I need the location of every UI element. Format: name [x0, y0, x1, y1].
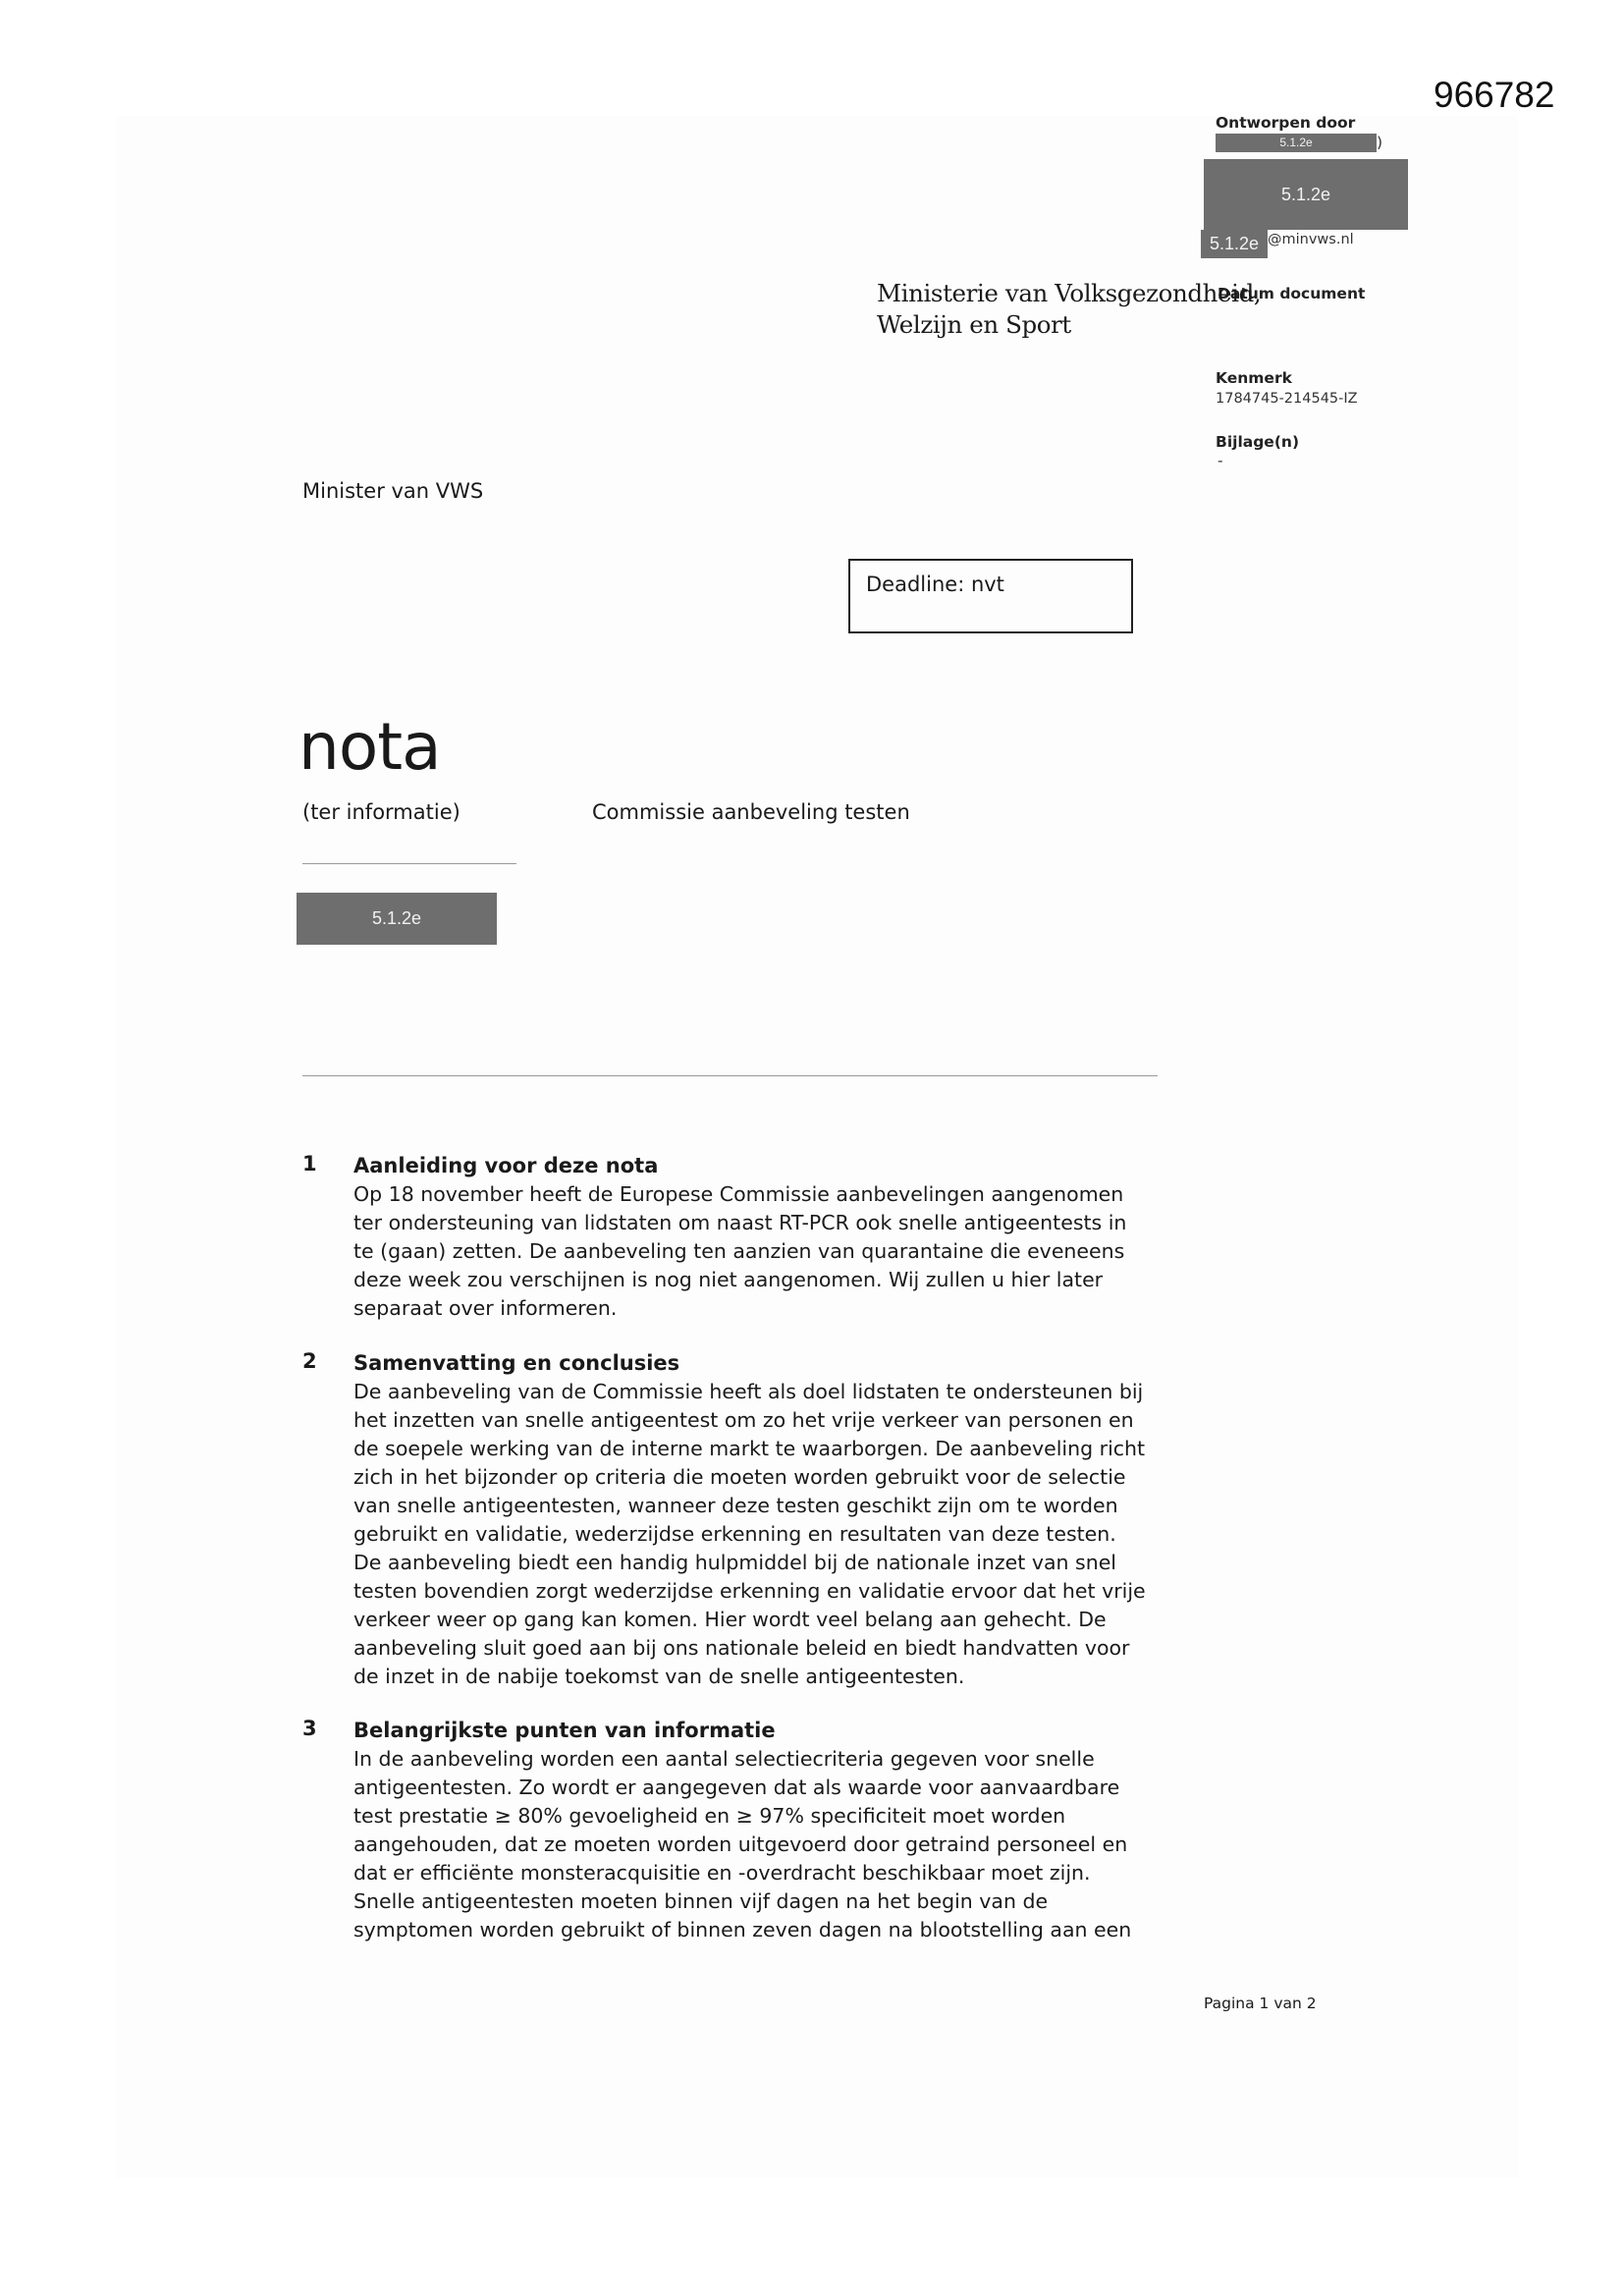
section-number: 1 — [302, 1152, 317, 1175]
section-heading: Belangrijkste punten van informatie — [353, 1719, 776, 1742]
body-line: zich in het bijzonder op criteria die moeten worden gebruikt voor de selectie — [353, 1465, 1126, 1489]
page-number-footer: Pagina 1 van 2 — [1204, 1995, 1317, 2012]
section-heading: Aanleiding voor deze nota — [353, 1154, 659, 1177]
body-line: het inzetten van snelle antigeentest om zo het vrije verkeer van personen en — [353, 1408, 1134, 1432]
deadline-box — [848, 559, 1133, 633]
section-number: 2 — [302, 1349, 317, 1373]
divider-short — [302, 863, 516, 864]
body-line: In de aanbeveling worden een aantal selectiecriteria gegeven voor snelle — [353, 1747, 1095, 1771]
addressee: Minister van VWS — [302, 479, 484, 503]
body-line: separaat over informeren. — [353, 1296, 618, 1320]
email-domain: @minvws.nl — [1268, 232, 1354, 247]
ministry-logo — [877, 278, 1262, 341]
body-line: De aanbeveling van de Commissie heeft als doel lidstaten te ondersteunen bij — [353, 1380, 1144, 1403]
body-line: aangehouden, dat ze moeten worden uitgevoerd door getraind personeel en — [353, 1832, 1128, 1856]
body-line: antigeentesten. Zo wordt er aangegeven dat als waarde voor aanvaardbare — [353, 1776, 1120, 1799]
body-line: test prestatie ≥ 80% gevoeligheid en ≥ 97% specificiteit moet worden — [353, 1804, 1066, 1828]
document-number: 966782 — [1434, 75, 1555, 115]
author-redaction: 5.1.2e — [297, 893, 497, 945]
body-line: de soepele werking van de interne markt te waarborgen. De aanbeveling richt — [353, 1437, 1146, 1460]
contact-redaction: 5.1.2e — [1204, 159, 1408, 230]
section-heading: Samenvatting en conclusies — [353, 1351, 680, 1375]
subject: Commissie aanbeveling testen — [592, 800, 910, 824]
body-line: testen bovendien zorgt wederzijdse erkenning en validatie ervoor dat het vrije — [353, 1579, 1146, 1603]
attachments-label: Bijlage(n) — [1216, 433, 1300, 451]
body-line: van snelle antigeentesten, wanneer deze testen geschikt zijn om te worden — [353, 1494, 1118, 1517]
deadline-text: Deadline: nvt — [866, 573, 1004, 596]
designer-redaction: 5.1.2e — [1216, 134, 1377, 152]
reference-value: 1784745-214545-IZ — [1216, 391, 1358, 407]
email-redaction: 5.1.2e — [1201, 230, 1268, 258]
body-line: gebruikt en validatie, wederzijdse erkenning en resultaten van deze testen. — [353, 1522, 1116, 1546]
body-line: Op 18 november heeft de Europese Commissie aanbevelingen aangenomen — [353, 1182, 1124, 1206]
divider-long — [302, 1075, 1158, 1076]
document-title: nota — [298, 709, 441, 785]
date-label: Datum document — [1218, 285, 1366, 302]
body-line: ter ondersteuning van lidstaten om naast RT-PCR ook snelle antigeentests in — [353, 1211, 1127, 1234]
body-line: dat er efficiënte monsteracquisitie en -overdracht beschikbaar moet zijn. — [353, 1861, 1091, 1885]
body-line: Snelle antigeentesten moeten binnen vijf dagen na het begin van de — [353, 1889, 1049, 1913]
reference-label: Kenmerk — [1216, 369, 1292, 387]
section-number: 3 — [302, 1717, 317, 1740]
note-type: (ter informatie) — [302, 800, 460, 824]
body-line: te (gaan) zetten. De aanbeveling ten aanzien van quarantaine die eveneens — [353, 1239, 1125, 1263]
body-line: symptomen worden gebruikt of binnen zeven dagen na blootstelling aan een — [353, 1918, 1132, 1941]
ministry-line-1: Ministerie van Volksgezondheid, — [877, 279, 1262, 307]
body-line: verkeer weer op gang kan komen. Hier wordt veel belang aan gehecht. De — [353, 1608, 1107, 1631]
designed-by-label: Ontworpen door — [1216, 114, 1356, 132]
ministry-line-2: Welzijn en Sport — [877, 310, 1071, 339]
body-line: de inzet in de nabije toekomst van de snelle antigeentesten. — [353, 1665, 965, 1688]
body-line: aanbeveling sluit goed aan bij ons nationale beleid en biedt handvatten voor — [353, 1636, 1130, 1660]
body-line: deze week zou verschijnen is nog niet aangenomen. Wij zullen u hier later — [353, 1268, 1104, 1291]
attachments-value: - — [1218, 452, 1223, 469]
body-line: De aanbeveling biedt een handig hulpmiddel bij de nationale inzet van snel — [353, 1551, 1116, 1574]
designer-paren: ) — [1377, 134, 1383, 151]
